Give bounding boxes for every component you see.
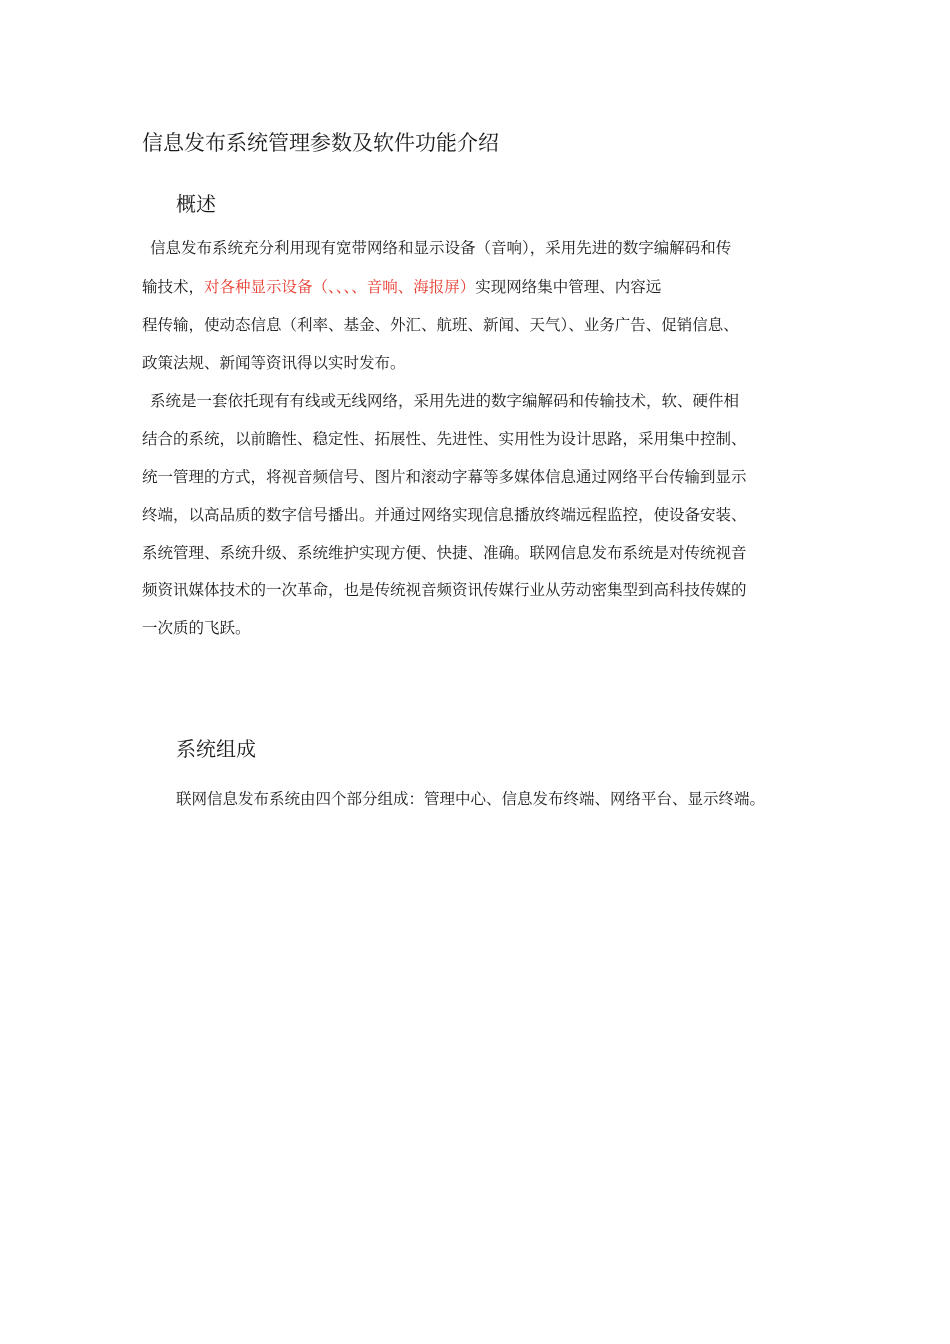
highlighted-text: 对各种显示设备（、、、、音响、海报屏）	[204, 278, 476, 296]
paragraph-line: 系统管理、系统升级、系统维护实现方便、快捷、准确。联网信息发布系统是对传统视音	[142, 544, 747, 562]
paragraph-line	[142, 276, 661, 298]
paragraph-line: 频资讯媒体技术的一次革命，也是传统视音频资讯传媒行业从劳动密集型到高科技传媒的	[142, 581, 747, 599]
paragraph-line: 统一管理的方式，将视音频信号、图片和滚动字幕等多媒体信息通过网络平台传输到显示	[142, 468, 747, 486]
paragraph-line: 政策法规、新闻等资讯得以实时发布。	[142, 354, 406, 372]
document-title: 信息发布系统管理参数及软件功能介绍	[142, 131, 499, 155]
paragraph-line: 联网信息发布系统由四个部分组成：管理中心、信息发布终端、网络平台、显示终端。	[176, 790, 766, 808]
paragraph-line: 结合的系统，以前瞻性、稳定性、拓展性、先进性、实用性为设计思路，采用集中控制、	[142, 430, 747, 448]
section-heading-composition: 系统组成	[176, 737, 256, 761]
paragraph-line: 终端，以高品质的数字信号播出。并通过网络实现信息播放终端远程监控，使设备安装、	[142, 506, 747, 524]
paragraph-line: 一次质的飞跃。	[142, 619, 251, 637]
paragraph-line: 系统是一套依托现有有线或无线网络，采用先进的数字编解码和传输技术，软、硬件相	[150, 392, 740, 410]
paragraph-line: 信息发布系统充分利用现有宽带网络和显示设备（音响），采用先进的数字编解码和传	[150, 239, 732, 257]
paragraph-text: 实现网络集中管理、内容远	[475, 278, 662, 296]
section-heading-overview: 概述	[176, 192, 216, 216]
paragraph-line: 程传输，使动态信息（利率、基金、外汇、航班、新闻、天气）、业务广告、促销信息、	[142, 316, 739, 334]
paragraph-text: 输技术，	[142, 278, 205, 296]
